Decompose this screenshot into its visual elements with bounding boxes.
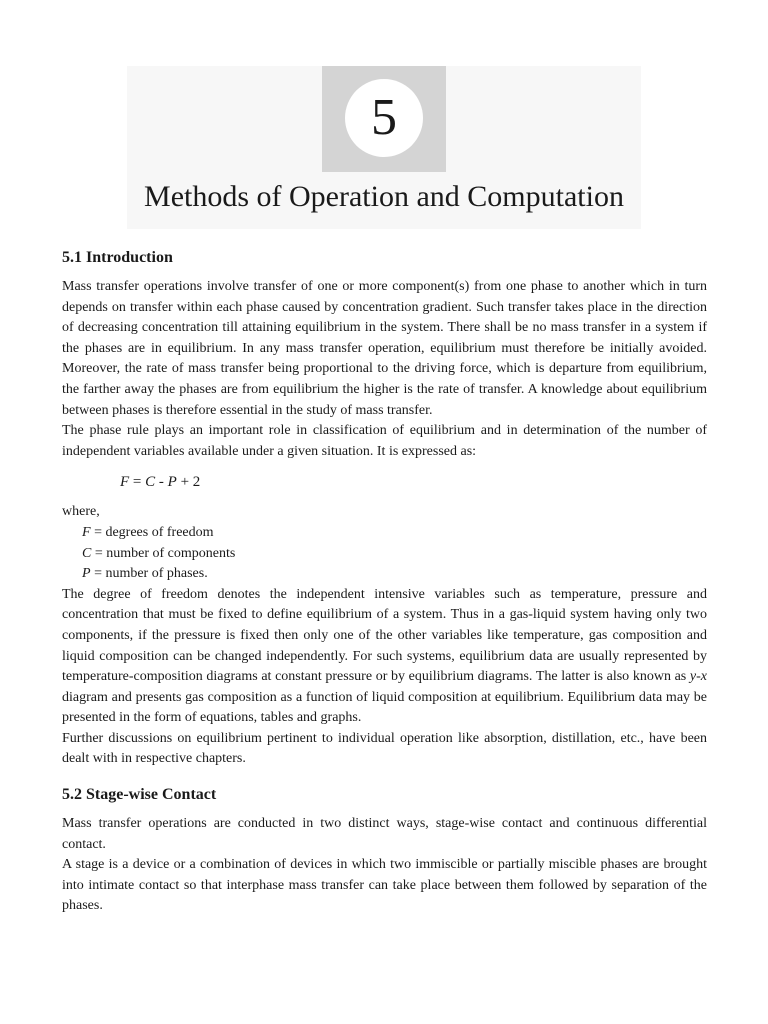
formula-equals: = — [129, 474, 146, 491]
stagewise-paragraph-1: Mass transfer operations are conducted in two distinct ways, stage-wise contact and continuous differential contact. — [62, 816, 707, 852]
definition-text: = number of phases. — [90, 566, 208, 582]
definition-text: = degrees of freedom — [90, 524, 214, 540]
stagewise-paragraph-2: A stage is a device or a combination of devices in which two immiscible or partially miscible phases are brought into intimate contact so that interphase mass transfer can take place between them followed by separation of the phases. — [62, 857, 707, 914]
intro-paragraph-1: Mass transfer operations involve transfer of one or more component(s) from one phase to another which in turn depends on transfer within each phase caused by concentration gradient. Such transfer takes place in the direction of decreasing concentration till attaining equilibrium in the system. There shall be no mass transfer in a system if the phases are in equilibrium. In any mass transfer operation, equilibrium must therefore be initially avoided. Moreover, the rate of mass transfer being proportional to the driving force, which is departure from equilibrium, the farther away the phases are from equilibrium the higher is the rate of transfer. A knowledge about equilibrium between phases is therefore essential in the study of mass transfer. — [62, 279, 707, 418]
section-heading-stagewise-contact: 5.2 Stage-wise Contact — [62, 786, 217, 804]
intro-paragraph-2: The phase rule plays an important role in classification of equilibrium and in determination of the number of independent variables available under a given situation. It is expressed as: — [62, 423, 707, 459]
chapter-number-box — [322, 66, 446, 172]
intro-paragraph-3 — [62, 585, 707, 729]
definition-item-p — [82, 564, 707, 585]
formula-symbol-c: C — [145, 474, 156, 491]
definition-item-f — [82, 523, 707, 544]
chapter-title: Methods of Operation and Computation — [144, 180, 624, 213]
page-content — [62, 247, 707, 917]
formula-rest: + 2 — [176, 474, 201, 491]
paragraph-3-part-b: diagram and presents gas composition as a function of liquid composition at equilibrium. Equilibrium data may be presented in the form of equations, tables and graphs. — [62, 689, 707, 726]
intro-paragraph-4: Further discussions on equilibrium pertinent to individual operation like absorption, distillation, etc., have been dealt with in respective chapters. — [62, 730, 707, 767]
formula-minus: - — [155, 474, 168, 491]
section-heading-introduction: 5.1 Introduction — [62, 249, 173, 266]
paragraph-3-part-a: The degree of freedom denotes the independent intensive variables such as temperature, pressure and concentration that must be fixed to define equilibrium of a system. Thus in a gas-liquid system having only two components, if the pressure is fixed then only one of the other variables like temperature, gas composition and liquid composition can be changed independently. For such systems, equilibrium data are usually represented by temperature-composition diagrams at constant pressure or by equilibrium diagrams. The latter is also known as — [62, 586, 707, 685]
phase-rule-formula — [120, 471, 707, 493]
definition-list — [82, 523, 707, 585]
definition-symbol: C — [82, 545, 92, 561]
yx-term: y-x — [689, 669, 707, 685]
where-label: where, — [62, 504, 100, 520]
definition-text: = number of components — [91, 545, 236, 561]
definition-symbol: P — [82, 566, 91, 582]
definition-item-c — [82, 544, 707, 565]
chapter-header — [127, 66, 641, 229]
chapter-number: 5 — [345, 79, 423, 157]
definition-symbol: F — [82, 524, 91, 540]
formula-symbol-f: F — [120, 474, 130, 491]
formula-symbol-p: P — [167, 474, 177, 491]
